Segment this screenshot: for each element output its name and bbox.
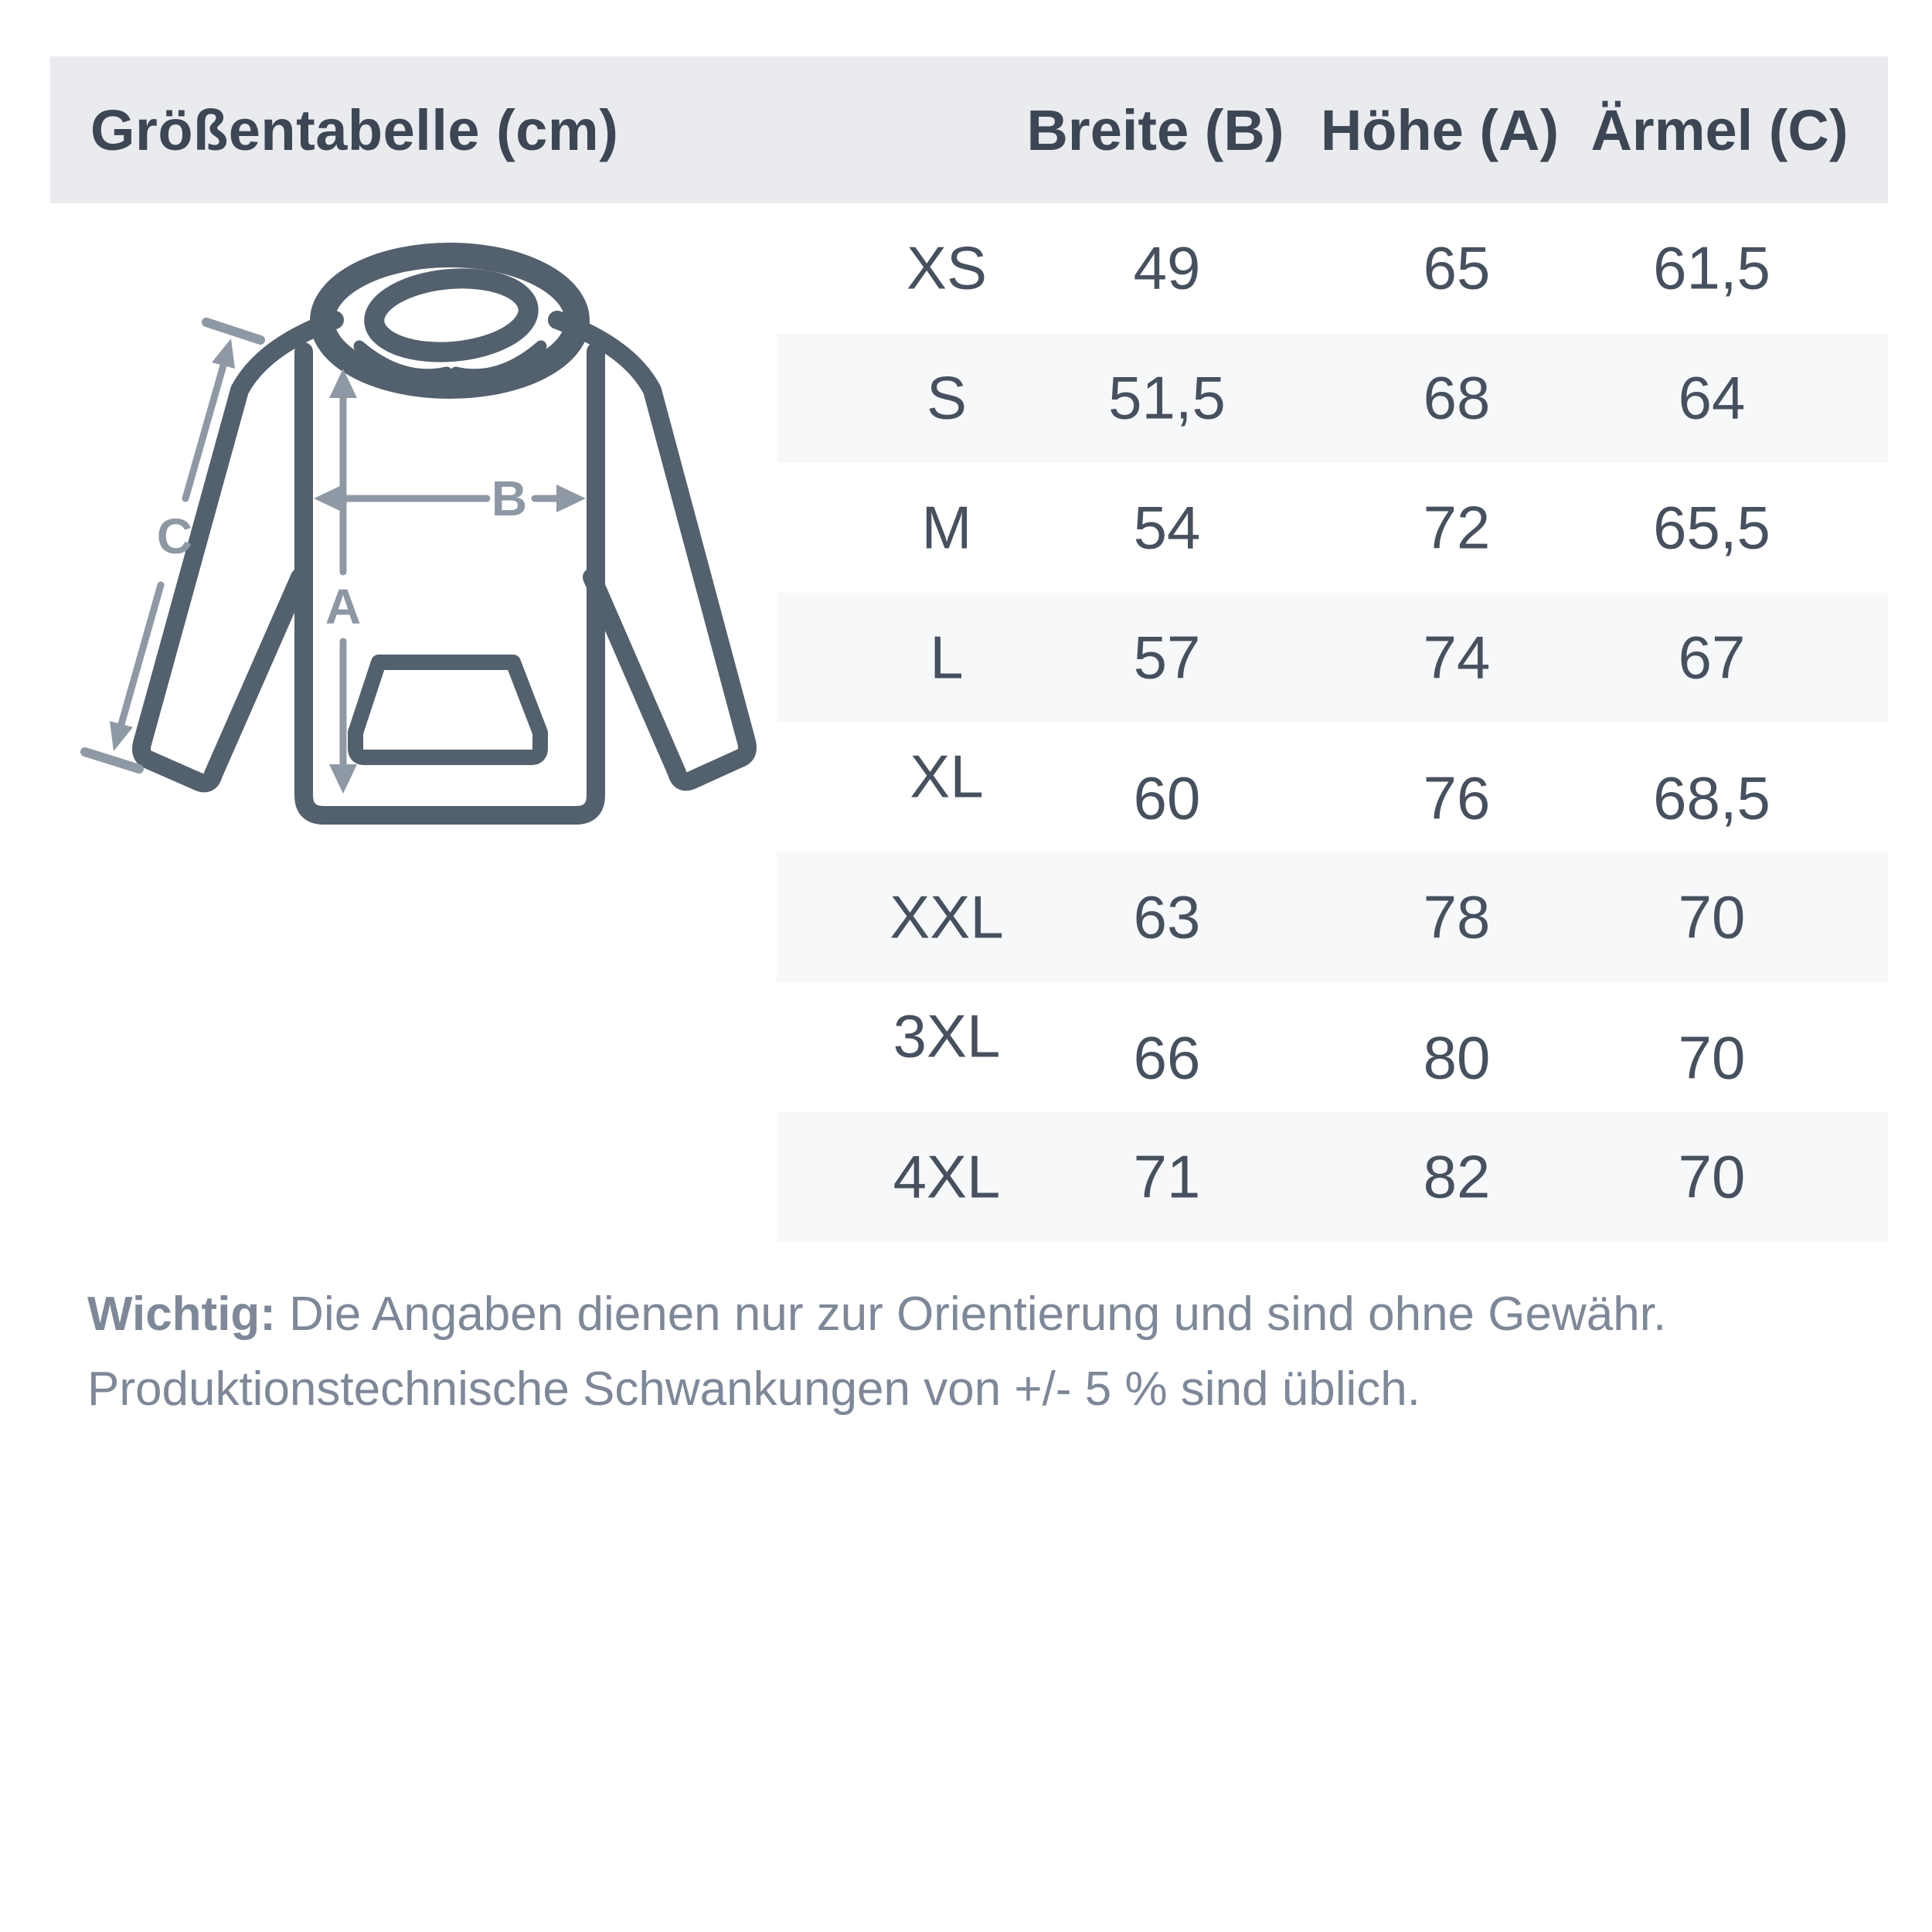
aermel-value: 68,5: [1653, 764, 1770, 832]
aermel-value: 65,5: [1653, 493, 1770, 562]
size-label: L: [930, 623, 964, 692]
footer-note-line1: Die Angaben dienen nur zur Orientierung und sind ohne Gewähr.: [275, 1287, 1667, 1341]
arrow-c-cap-top: [206, 322, 260, 340]
arrow-b-head-left-icon: [314, 485, 343, 512]
aermel-value: 64: [1678, 363, 1746, 432]
breite-value: 54: [1133, 493, 1201, 562]
aermel-value: 70: [1678, 1023, 1746, 1092]
size-table-body: [777, 203, 1888, 1242]
table-row: [777, 723, 1888, 852]
hood-inner-ellipse: [371, 272, 531, 358]
footer-note: [87, 1277, 1757, 1427]
arrow-c-head-down-icon: [110, 721, 133, 751]
aermel-value: 70: [1678, 1142, 1746, 1211]
column-header-breite: Breite (B): [1026, 97, 1284, 162]
label-a: A: [325, 579, 362, 634]
table-row: [777, 852, 1888, 982]
size-label: XL: [910, 742, 984, 811]
size-label: XS: [906, 233, 988, 302]
breite-value: 60: [1133, 764, 1201, 832]
breite-value: 49: [1133, 233, 1201, 302]
table-row: [777, 203, 1888, 333]
hoehe-value: 74: [1423, 623, 1491, 692]
footer-note-bold: Wichtig:: [87, 1287, 276, 1341]
hoehe-value: 68: [1423, 363, 1491, 432]
aermel-value: 67: [1678, 623, 1746, 692]
size-label: 4XL: [893, 1142, 1001, 1211]
label-c: C: [156, 509, 193, 564]
table-row: [777, 333, 1888, 463]
table-row: [777, 982, 1888, 1112]
hoehe-value: 80: [1423, 1023, 1491, 1092]
column-header-aermel: Ärmel (C): [1590, 97, 1849, 162]
table-row: [777, 593, 1888, 723]
hoehe-value: 72: [1423, 493, 1491, 562]
breite-value: 63: [1133, 883, 1201, 951]
size-label: S: [926, 363, 968, 432]
breite-value: 71: [1133, 1142, 1201, 1211]
arrow-c-head-up-icon: [212, 338, 235, 369]
breite-value: 51,5: [1108, 363, 1226, 432]
arrow-a-head-down-icon: [329, 764, 357, 794]
hoehe-value: 78: [1423, 883, 1491, 951]
footer-note-line2: Produktionstechnische Schwankungen von +/- 5 % sind üblich.: [87, 1362, 1420, 1416]
hoehe-value: 76: [1423, 764, 1491, 832]
hoehe-value: 82: [1423, 1142, 1491, 1211]
table-row: [777, 463, 1888, 593]
hoodie-measurement-diagram-icon: [70, 216, 765, 866]
label-b: B: [491, 471, 528, 526]
column-header-hoehe: Höhe (A): [1320, 97, 1560, 162]
hoodie-right-sleeve: [557, 320, 747, 781]
size-label: M: [921, 493, 972, 562]
breite-value: 66: [1133, 1023, 1201, 1092]
aermel-value: 61,5: [1653, 233, 1770, 302]
arrow-b-head-right-icon: [556, 485, 586, 512]
table-row: [777, 1112, 1888, 1242]
hoodie-pocket: [355, 662, 540, 757]
arrow-c-cap-bottom: [85, 752, 139, 769]
hoehe-value: 65: [1423, 233, 1491, 302]
page-title: Größentabelle (cm): [90, 97, 619, 162]
aermel-value: 70: [1678, 883, 1746, 951]
breite-value: 57: [1133, 623, 1201, 692]
table-header-bar: [50, 56, 1888, 203]
size-label: 3XL: [893, 1002, 1001, 1070]
size-label: XXL: [889, 883, 1004, 951]
